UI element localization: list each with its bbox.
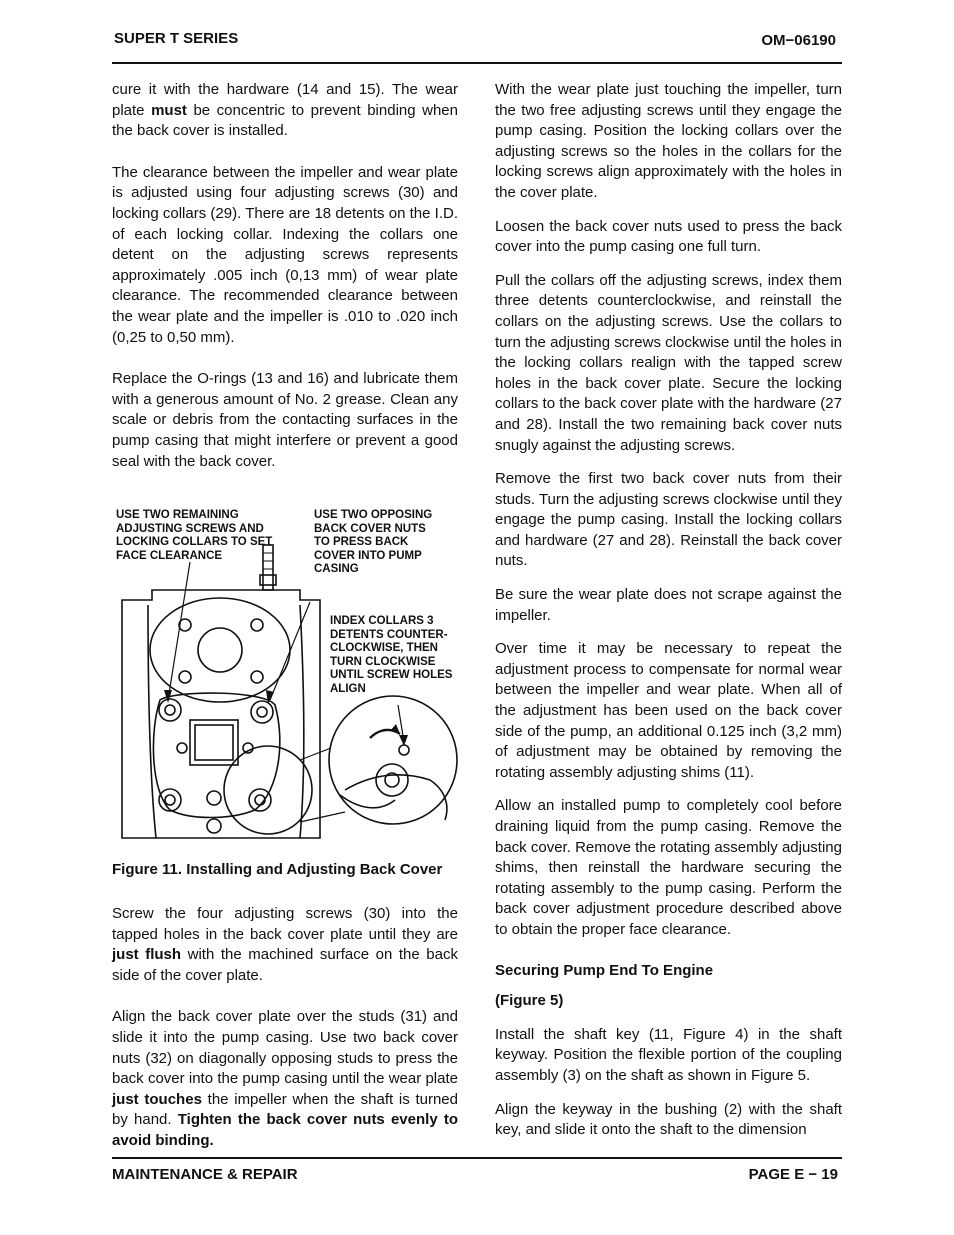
leader-line-2 bbox=[270, 602, 310, 700]
right-paragraph-2: Loosen the back cover nuts used to press the back cover into the pump casing one full turn. bbox=[495, 217, 842, 256]
footer-section-title: MAINTENANCE & REPAIR bbox=[112, 1166, 298, 1183]
left-paragraph-3: Replace the O-rings (13 and 16) and lubricate them with a generous amount of No. 2 grease. Clean any scale or debris from the contacting surfaces in the pump casing that might interfere or prevent a good seal with the back cover. bbox=[112, 370, 458, 470]
figure-label-index-collars: INDEX COLLARS 3 DETENTS COUNTER- CLOCKWISE, THEN TURN CLOCKWISE UNTIL SCREW HOLES ALIGN bbox=[330, 615, 453, 695]
right-column bbox=[495, 80, 842, 1141]
stud bbox=[263, 545, 273, 590]
locking-collar-bottom-right bbox=[249, 789, 271, 811]
detail-view-circle bbox=[329, 696, 457, 824]
left-paragraph-1: cure it with the hardware (14 and 15). The wear plate must be concentric to prevent binding when the back cover is installed. bbox=[112, 81, 458, 140]
section-heading: Securing Pump End To Engine bbox=[495, 961, 714, 979]
right-paragraph-6: Over time it may be necessary to repeat the adjustment process to compensate for normal wear between the impeller and wear plate. When all of the adjustment has been used on the back cover side of the pump, an additional 0.125 inch (3,2 mm) of adjustment may be obtained by removing the rotating assembly adjusting shims (11). bbox=[495, 640, 842, 781]
right-paragraph-1: With the wear plate just touching the impeller, turn the two free adjusting screws until they engage the pump casing. Position the locking collars over the adjusting screws so the holes in the collars for the locking screws align approximately with the holes in the cover plate. bbox=[495, 81, 842, 201]
footer-rule bbox=[112, 1157, 842, 1159]
right-paragraph-9: Align the keyway in the bushing (2) with the shaft key, and slide it onto the shaft to the dimension bbox=[495, 1100, 842, 1139]
figure-label-press-back-cover: USE TWO OPPOSING BACK COVER NUTS TO PRESS BACK COVER INTO PUMP CASING bbox=[314, 509, 433, 576]
right-paragraph-5: Be sure the wear plate does not scrape against the impeller. bbox=[495, 586, 842, 624]
left-paragraph-2: The clearance between the impeller and wear plate is adjusted using four adjusting screws (30) and locking collars (29). There are 18 detents on the I.D. of each locking collar. Indexing the collars one detent on the adjusting screws represents approximately .005 inch (0,13 mm) of wear plate clearance. The recommended clearance between the wear plate and the impeller is .010 to .020 inch (0,25 to 0,50 mm). bbox=[112, 163, 458, 346]
left-column-bottom bbox=[112, 904, 458, 1152]
left-paragraph-4: Screw the four adjusting screws (30) into the tapped holes in the back cover plate until they are just flush with the machined surface on the back side of the cover plate. bbox=[112, 905, 458, 984]
back-cover-plate bbox=[153, 693, 279, 817]
right-paragraph-7: Allow an installed pump to completely cool before draining liquid from the pump casing. Remove the back cover. Remove the rotating assembly adjusting shims, then reinstall the hardware securing the rotating assembly to the pump casing. Perform the back cover adjustment procedure described above to obtain the proper face clearance. bbox=[495, 797, 842, 938]
figure-caption: Figure 11. Installing and Adjusting Back Cover bbox=[112, 861, 443, 878]
right-paragraph-3: Pull the collars off the adjusting screws, index them three detents counterclockwise, and reinstall the collars on the adjusting screws. Use the collars to turn the adjusting screws clockwise until the holes in the locking collars realign with the tapped screw holes in the back cover plate. Secure the locking collars to the back cover plate with the hardware (27 and 28). Install the two remaining back cover nuts snugly against the adjusting screws. bbox=[495, 271, 842, 454]
section-subheading: (Figure 5) bbox=[495, 992, 564, 1010]
suction-port bbox=[198, 628, 242, 672]
detail-callout-circle bbox=[224, 746, 312, 834]
right-paragraph-8: Install the shaft key (11, Figure 4) in the shaft keyway. Position the flexible portion of the coupling assembly (3) on the shaft as shown in Figure 5. bbox=[495, 1025, 842, 1084]
locking-collar-top-left bbox=[159, 699, 181, 721]
suction-flange bbox=[150, 598, 290, 702]
cover-center-boss bbox=[195, 725, 233, 760]
footer-page-number: PAGE E − 19 bbox=[748, 1166, 838, 1183]
header-series-title: SUPER T SERIES bbox=[114, 30, 239, 47]
left-paragraph-5: Align the back cover plate over the studs (31) and slide it into the pump casing. Use two back cover nuts (32) on diagonally opposing studs to press the back cover into the pump casing until the wear plate just touches the impeller when the shaft is turned by hand. Tighten the back cover nuts evenly to avoid binding. bbox=[112, 1008, 459, 1149]
figure-label-set-face-clearance: USE TWO REMAINING ADJUSTING SCREWS AND LOCKING COLLARS TO SET FACE CLEARANCE bbox=[116, 509, 273, 562]
locking-collar-top-right bbox=[251, 701, 273, 723]
header-document-number: OM−06190 bbox=[761, 32, 836, 49]
detail-locking-collar bbox=[376, 764, 408, 796]
right-paragraph-4: Remove the first two back cover nuts from their studs. Turn the adjusting screws clockwise until they engage the pump casing. Install the locking collars and hardware (27 and 28). Reinstall the back cover nuts. bbox=[495, 470, 842, 570]
